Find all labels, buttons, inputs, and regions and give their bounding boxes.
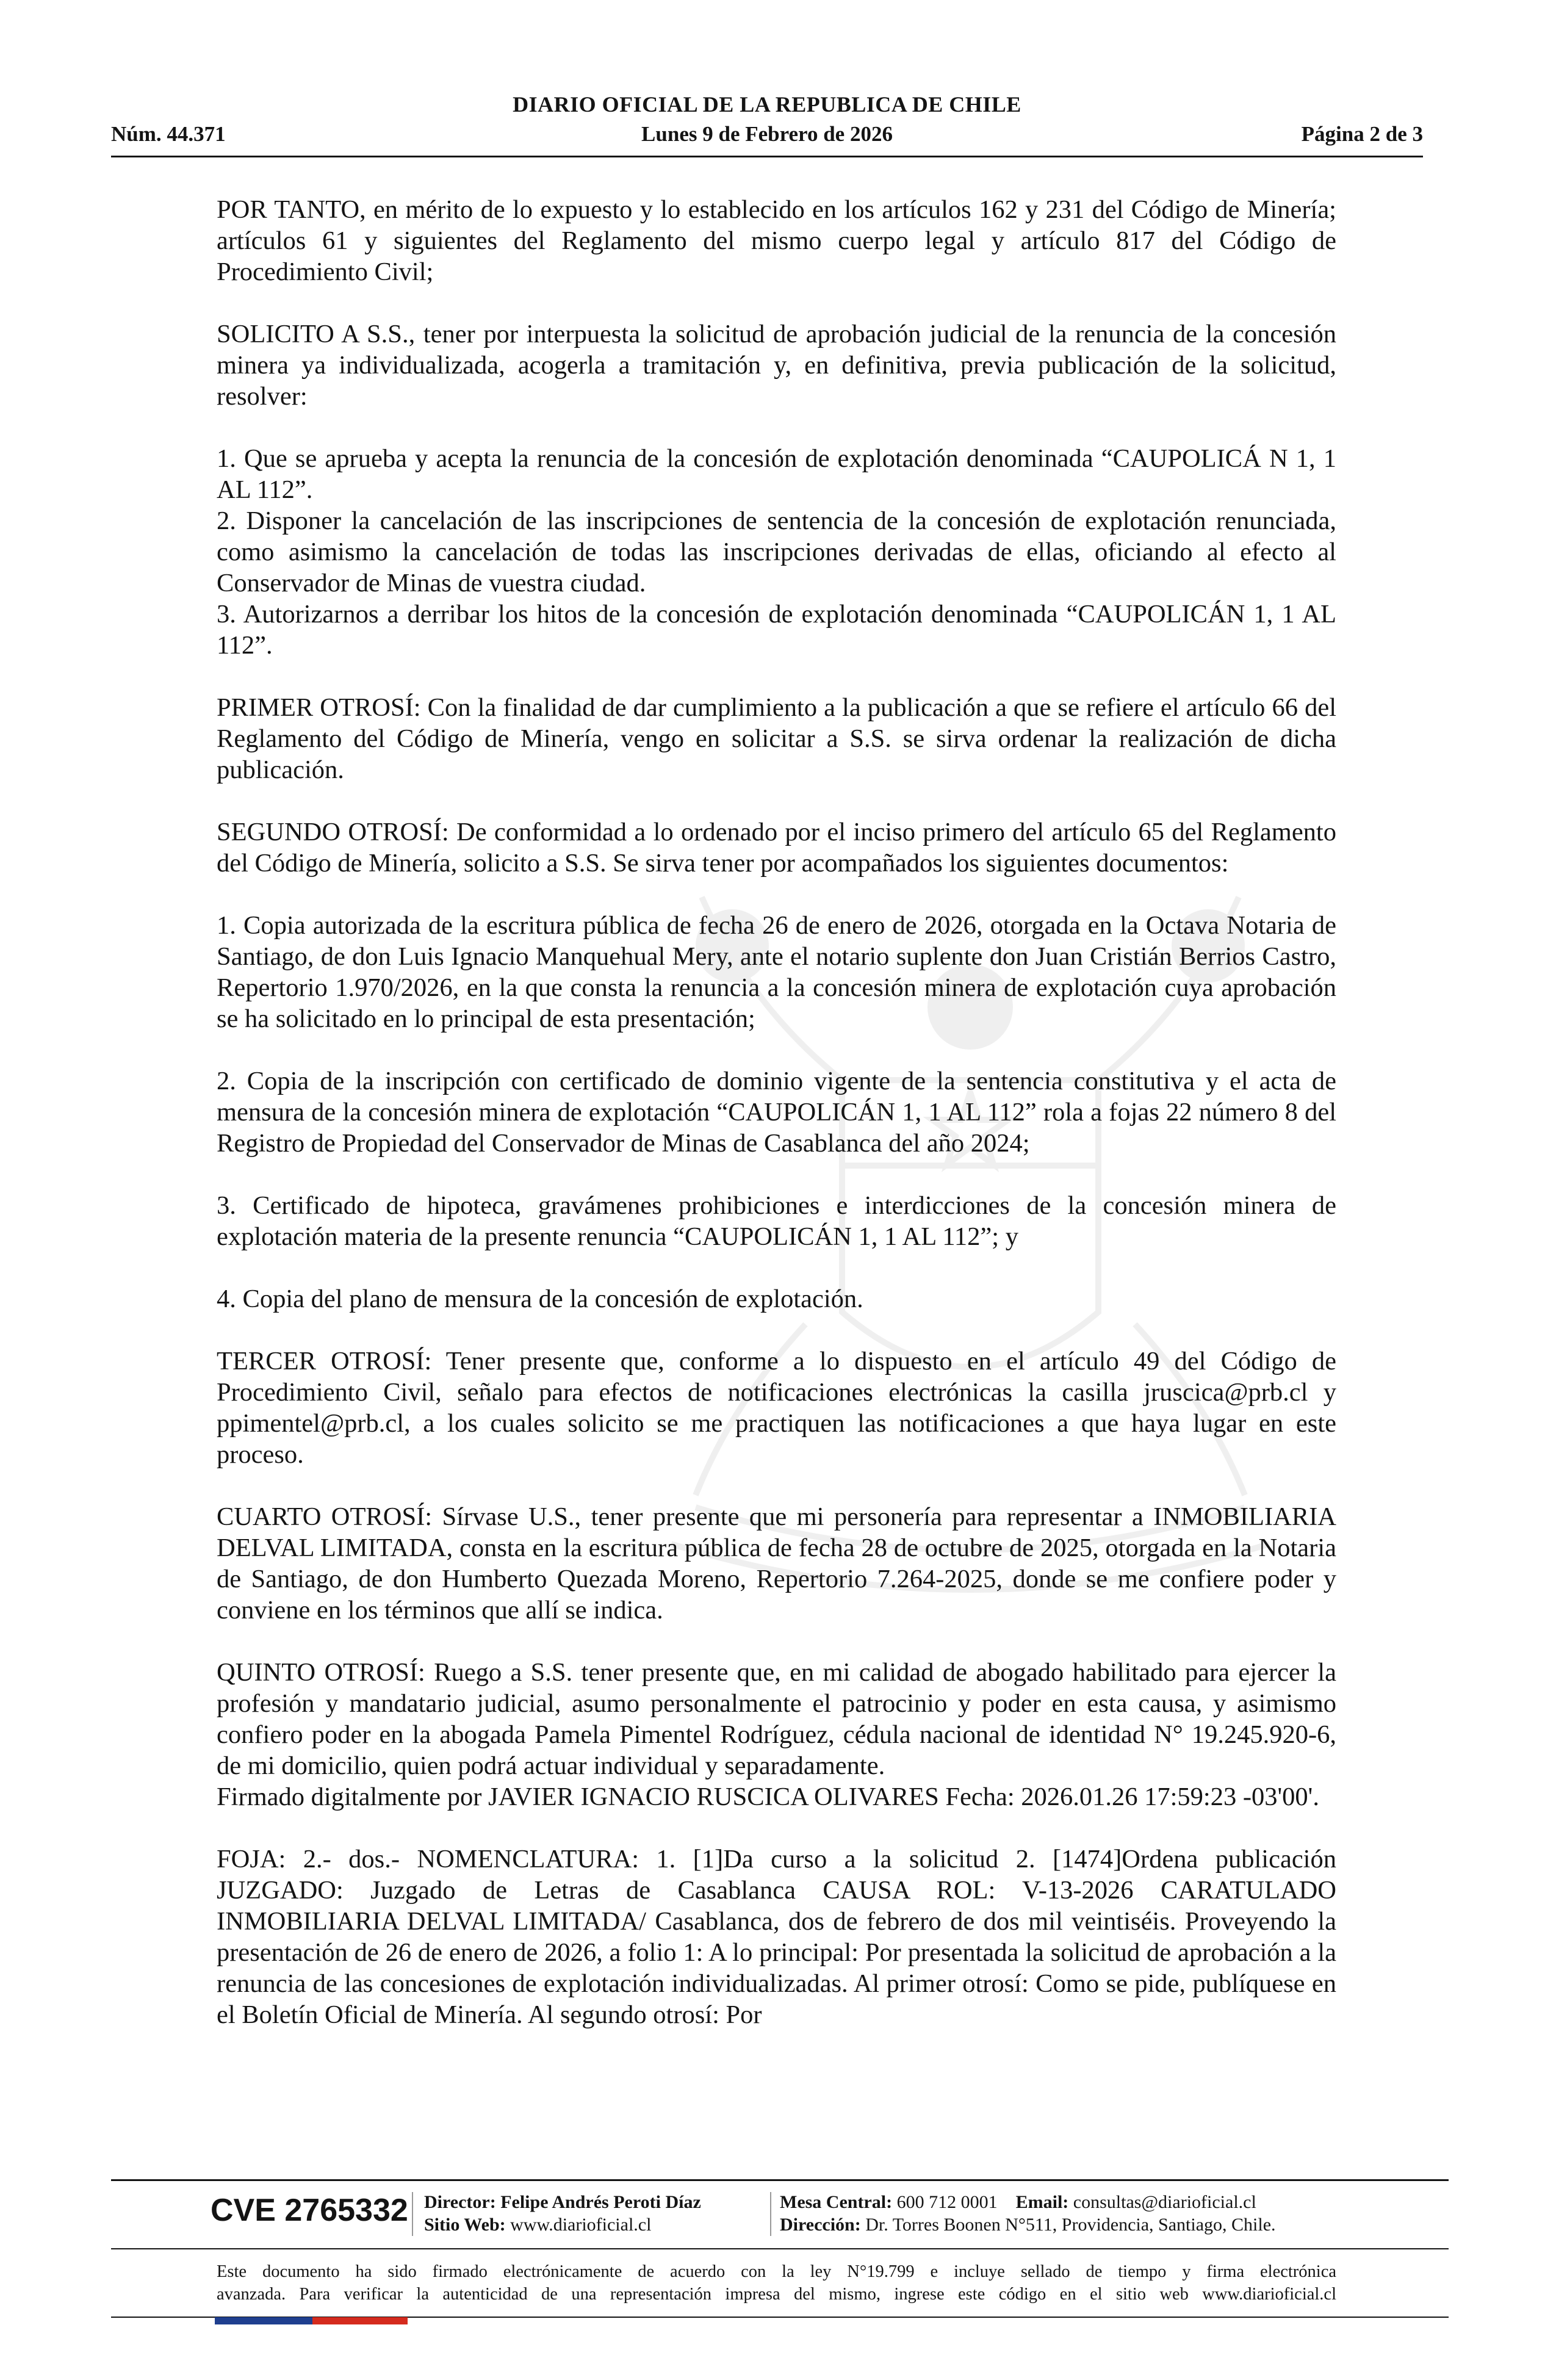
issue-number: Núm. 44.371	[111, 122, 226, 146]
footer-top-divider	[111, 2179, 1449, 2181]
director-label: Director:	[424, 2192, 496, 2212]
por-tanto-paragraph: POR TANTO, en mérito de lo expuesto y lo establecido en los artículos 162 y 231 del Código de Minería; artículos 61 y siguientes del Reglamento del mismo cuerpo legal y artículo 817 del Código de Procedimiento Civil;	[217, 195, 1336, 286]
address-label: Dirección:	[780, 2215, 861, 2235]
legal-notice	[217, 2260, 1336, 2306]
document-item-3: 3. Certificado de hipoteca, gravámenes prohibiciones e interdicciones de la concesión minera de explotación materia de la presente renuncia “CAUPOLICÁN 1, 1 AL 112”; y	[217, 1191, 1336, 1251]
publication-title: DIARIO OFICIAL DE LA REPUBLICA DE CHILE	[513, 92, 1021, 117]
quinto-otrosi-paragraph: QUINTO OTROSÍ: Ruego a S.S. tener presente que, en mi calidad de abogado habilitado para ejercer la profesión y mandatario judicial, asumo personalmente el patrocinio y poder en esta causa, y asimismo confiero poder en la abogada Pamela Pimentel Rodríguez, cédula nacional de identidad N° 19.245.920-6, de mi domicilio, quien podrá actuar individual y separadamente.	[217, 1658, 1336, 1780]
document-item-4: 4. Copia del plano de mensura de la concesión de explotación.	[217, 1285, 863, 1313]
website-link[interactable]: www.diarioficial.cl	[510, 2215, 652, 2235]
footer-contact-block	[780, 2191, 1276, 2236]
legal-notice-line-2: avanzada. Para verificar la autenticidad de una representación impresa del mismo, ingrese este código en el sitio web www.diarioficial.cl	[217, 2285, 1336, 2304]
address-value: Dr. Torres Boonen N°511, Providencia, Santiago, Chile.	[865, 2215, 1276, 2235]
document-item-2: 2. Copia de la inscripción con certificado de dominio vigente de la sentencia constitutiva y el acta de mensura de la concesión minera de explotación “CAUPOLICÁN 1, 1 AL 112” rola a fojas 22 número 8 del Registro de Propiedad del Conservador de Minas de Casablanca del año 2024;	[217, 1067, 1336, 1158]
footer-separator	[770, 2192, 771, 2236]
header-divider	[111, 156, 1423, 157]
segundo-otrosi-paragraph: SEGUNDO OTROSÍ: De conformidad a lo ordenado por el inciso primero del artículo 65 del Reglamento del Código de Minería, solicito a S.S. Se sirva tener por acompañados los siguientes documentos:	[217, 818, 1336, 878]
tercer-otrosi-paragraph: TERCER OTROSÍ: Tener presente que, conforme a lo dispuesto en el artículo 49 del Código de Procedimiento Civil, señalo para efectos de notificaciones electrónicas la casilla jruscica@prb.cl y ppimentel@prb.cl, a los cuales solicito se me practiquen las notificaciones a que haya lugar en este proceso.	[217, 1347, 1336, 1469]
request-item-3: 3. Autorizarnos a derribar los hitos de la concesión de explotación denominada “CAUPOLICÁN 1, 1 AL 112”.	[217, 600, 1336, 660]
flag-stripe-blue	[215, 2317, 312, 2324]
footer-separator	[412, 2192, 413, 2236]
cve-code: CVE 2765332	[211, 2193, 408, 2228]
document-item-1: 1. Copia autorizada de la escritura pública de fecha 26 de enero de 2026, otorgada en la Octava Notaria de Santiago, de don Luis Ignacio Manquehual Mery, ante el notario suplente don Juan Cristián Berrios Castro, Repertorio 1.970/2026, en la que consta la renuncia a la concesión minera de explotación cuya aprobación se ha solicitado en lo principal de esta presentación;	[217, 911, 1336, 1033]
digital-signature-line: Firmado digitalmente por JAVIER IGNACIO RUSCICA OLIVARES Fecha: 2026.01.26 17:59:23 -03'00'.	[217, 1783, 1319, 1811]
primer-otrosi-paragraph: PRIMER OTROSÍ: Con la finalidad de dar cumplimiento a la publicación a que se refiere el artículo 66 del Reglamento del Código de Minería, vengo en solicitar a S.S. se sirva ordenar la realización de dicha publicación.	[217, 693, 1336, 784]
email-label: Email:	[1015, 2192, 1069, 2212]
website-label: Sitio Web:	[424, 2215, 506, 2235]
flag-stripe-red	[312, 2317, 408, 2324]
director-name: Felipe Andrés Peroti Díaz	[500, 2192, 701, 2212]
page-indicator: Página 2 de 3	[1301, 122, 1423, 146]
email-link[interactable]: consultas@diarioficial.cl	[1073, 2192, 1256, 2212]
footer-middle-divider	[111, 2248, 1449, 2249]
legal-notice-line-1: Este documento ha sido firmado electrónicamente de acuerdo con la ley N°19.799 e incluye sellado de tiempo y firma electrónica	[217, 2262, 1336, 2281]
footer-director-block	[424, 2191, 701, 2236]
solicito-paragraph: SOLICITO A S.S., tener por interpuesta la solicitud de aprobación judicial de la renuncia de la concesión minera ya individualizada, acogerla a tramitación y, en definitiva, previa publicación de la solicitud, resolver:	[217, 320, 1336, 411]
request-item-1: 1. Que se aprueba y acepta la renuncia de la concesión de explotación denominada “CAUPOLICÁ N 1, 1 AL 112”.	[217, 444, 1336, 504]
mesa-central-label: Mesa Central:	[780, 2192, 893, 2212]
foja-paragraph: FOJA: 2.- dos.- NOMENCLATURA: 1. [1]Da curso a la solicitud 2. [1474]Ordena publicación JUZGADO: Juzgado de Letras de Casablanca CAUSA ROL: V-13-2026 CARATULADO INMOBILIARIA DELVAL LIMITADA/ Casablanca, dos de febrero de dos mil veintiséis. Proveyendo la presentación de 26 de enero de 2026, a folio 1: A lo principal: Por presentada la solicitud de aprobación a la renuncia de las concesiones de explotación individualizadas. Al primer otrosí: Como se pide, publíquese en el Boletín Oficial de Minería. Al segundo otrosí: Por	[217, 1845, 1336, 2029]
request-item-2: 2. Disponer la cancelación de las inscripciones de sentencia de la concesión de explotación renunciada, como asimismo la cancelación de todas las inscripciones derivadas de ellas, oficiando al efecto al Conservador de Minas de vuestra ciudad.	[217, 507, 1336, 597]
document-body	[217, 194, 1336, 2030]
issue-date: Lunes 9 de Febrero de 2026	[641, 122, 893, 146]
mesa-central-phone: 600 712 0001	[896, 2192, 998, 2212]
cuarto-otrosi-paragraph: CUARTO OTROSÍ: Sírvase U.S., tener presente que mi personería para representar a INMOBILIARIA DELVAL LIMITADA, consta en la escritura pública de fecha 28 de octubre de 2025, otorgada en la Notaria de Santiago, de don Humberto Quezada Moreno, Repertorio 7.264-2025, donde se me confiere poder y conviene en los términos que allí se indica.	[217, 1502, 1336, 1625]
page-header	[111, 92, 1423, 159]
